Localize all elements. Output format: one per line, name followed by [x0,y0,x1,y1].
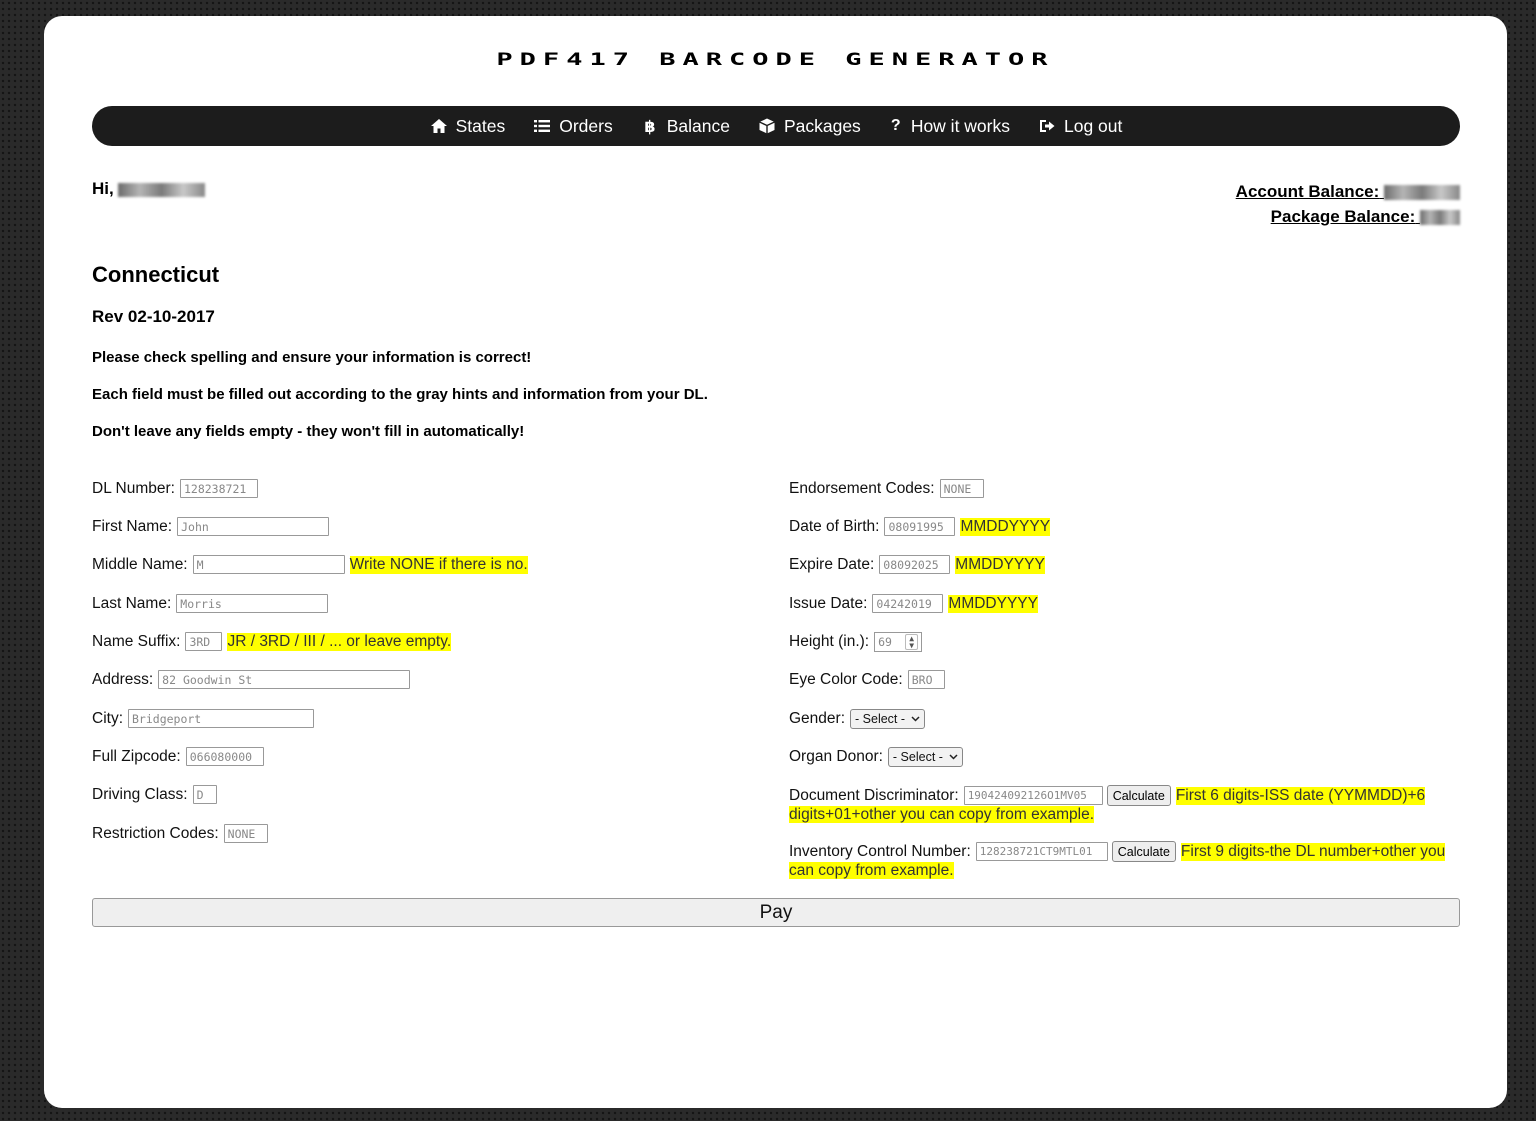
zipcode-label: Full Zipcode: [92,747,181,765]
gender-select-value: - Select - [855,712,906,726]
height-label: Height (in.): [789,633,870,650]
address-input[interactable] [158,670,410,689]
organ-donor-row [789,747,963,767]
nav-item-states[interactable] [430,116,506,137]
nav-label-balance: Balance [666,115,730,136]
expire-date-label: Expire Date: [789,555,875,573]
height-input[interactable] [874,632,922,652]
middle-name-input[interactable] [193,555,345,574]
revision-label: Rev 02-10-2017 [92,307,215,326]
dl-number-label: DL Number: [92,479,175,497]
first-name-label: First Name: [92,517,173,535]
height-row [789,632,922,652]
dob-row [789,517,1050,536]
nav-item-balance[interactable] [641,116,730,137]
package-balance-redacted [1420,210,1460,225]
instruction-1: Please check spelling and ensure your information is correct! [92,349,532,366]
restriction-codes-input[interactable] [224,824,268,843]
name-suffix-label: Name Suffix: [92,632,181,650]
nav-label-states: States [455,115,506,136]
chevron-down-icon [949,754,958,760]
gender-select[interactable] [850,709,925,729]
last-name-label: Last Name: [92,594,172,612]
middle-name-hint: Write NONE if there is no. [349,555,528,573]
package-balance-label: Package Balance: [1270,207,1416,226]
nav-item-orders[interactable] [533,116,612,137]
name-suffix-row [92,632,451,651]
balance-panel [1236,179,1460,229]
home-icon [430,117,448,135]
chevron-down-icon [911,716,920,722]
address-label: Address: [92,670,154,688]
main-card [44,16,1507,1108]
dob-input[interactable] [884,517,955,536]
organ-donor-select-value: - Select - [892,750,943,764]
last-name-input[interactable] [176,594,328,613]
doc-discriminator-hint-2: digits+01+other you can copy from example. [789,806,1095,823]
doc-discriminator-hint-1: First 6 digits-ISS date (YYMMDD)+6 [1175,786,1426,804]
account-balance-redacted [1384,185,1460,200]
nav-label-orders: Orders [559,115,613,136]
nav-label-packages: Packages [783,115,861,136]
account-balance-label: Account Balance: [1235,182,1380,201]
eye-color-input[interactable] [908,670,945,689]
dob-hint: MMDDYYYY [960,517,1051,535]
list-icon [533,117,551,135]
nav-label-logout: Log out [1064,115,1123,136]
expire-date-hint: MMDDYYYY [955,555,1045,573]
expire-date-input[interactable] [879,555,950,574]
eye-color-label: Eye Color Code: [789,670,903,688]
greeting [92,179,205,199]
inventory-control-hint-2-wrap [789,861,954,881]
nav-bar [92,106,1460,146]
nav-item-how-it-works[interactable] [889,116,1010,137]
svg-text:฿: ฿ [644,117,656,135]
instruction-2: Each field must be filled out according to the gray hints and information from your DL. [92,386,708,403]
logout-icon [1038,117,1056,135]
eye-color-row [789,670,945,689]
account-balance-link[interactable] [1236,182,1460,201]
inventory-control-calculate-button[interactable]: Calculate [1112,841,1176,862]
dl-number-row [92,479,258,498]
username-redacted [118,183,205,197]
first-name-row [92,517,329,536]
page-title: Connecticut [92,262,220,287]
issue-date-hint: MMDDYYYY [948,594,1038,612]
driving-class-input[interactable] [193,785,217,804]
nav-item-packages[interactable] [758,116,861,137]
gender-row [789,709,925,729]
expire-date-row [789,555,1045,574]
inventory-control-input[interactable] [976,842,1108,861]
last-name-row [92,594,328,613]
nav-label-how-it-works: How it works [910,115,1010,136]
first-name-input[interactable] [177,517,329,536]
app-title: PDF417 BARCODE GENERATOR [496,49,1055,70]
height-spinner-icon[interactable]: ▲ ▼ [905,634,918,650]
restriction-codes-row [92,824,268,843]
height-placeholder: 69 [878,635,892,649]
nav-item-logout[interactable] [1038,116,1122,137]
middle-name-row [92,555,528,574]
doc-discriminator-label: Document Discriminator: [789,786,959,804]
issue-date-label: Issue Date: [789,594,868,612]
endorsement-codes-input[interactable] [940,479,984,498]
doc-discriminator-input[interactable] [964,786,1103,805]
driving-class-label: Driving Class: [92,785,188,803]
greeting-text: Hi, [92,179,114,198]
dob-label: Date of Birth: [789,517,880,535]
dl-number-input[interactable] [180,479,258,498]
doc-discriminator-hint-2-wrap [789,805,1094,825]
doc-discriminator-calculate-button[interactable]: Calculate [1107,785,1171,806]
organ-donor-label: Organ Donor: [789,748,883,765]
package-icon [758,117,776,135]
zipcode-row [92,747,264,766]
instruction-3: Don't leave any fields empty - they won't fill in automatically! [92,423,525,440]
city-row [92,709,314,728]
name-suffix-hint: JR / 3RD / III / ... or leave empty. [227,632,452,650]
driving-class-row [92,785,217,804]
city-input[interactable] [128,709,314,728]
restriction-codes-label: Restriction Codes: [92,824,219,842]
bitcoin-icon [641,117,659,135]
pay-button[interactable]: Pay [92,898,1460,927]
city-label: City: [92,709,123,727]
gender-label: Gender: [789,710,846,727]
address-row [92,670,410,689]
endorsement-codes-label: Endorsement Codes: [789,479,935,497]
inventory-control-row [789,841,1445,862]
inventory-control-hint-2: can copy from example. [789,862,954,879]
issue-date-row [789,594,1038,613]
package-balance-link[interactable] [1271,207,1460,226]
inventory-control-hint-1: First 9 digits-the DL number+other you [1180,842,1446,860]
name-suffix-input[interactable] [185,632,222,651]
organ-donor-select[interactable] [888,747,963,767]
issue-date-input[interactable] [872,594,943,613]
endorsement-codes-row [789,479,984,498]
question-icon: ? [890,117,901,134]
middle-name-label: Middle Name: [92,555,188,573]
zipcode-input[interactable] [186,747,264,766]
inventory-control-label: Inventory Control Number: [789,842,971,860]
doc-discriminator-row [789,785,1425,806]
